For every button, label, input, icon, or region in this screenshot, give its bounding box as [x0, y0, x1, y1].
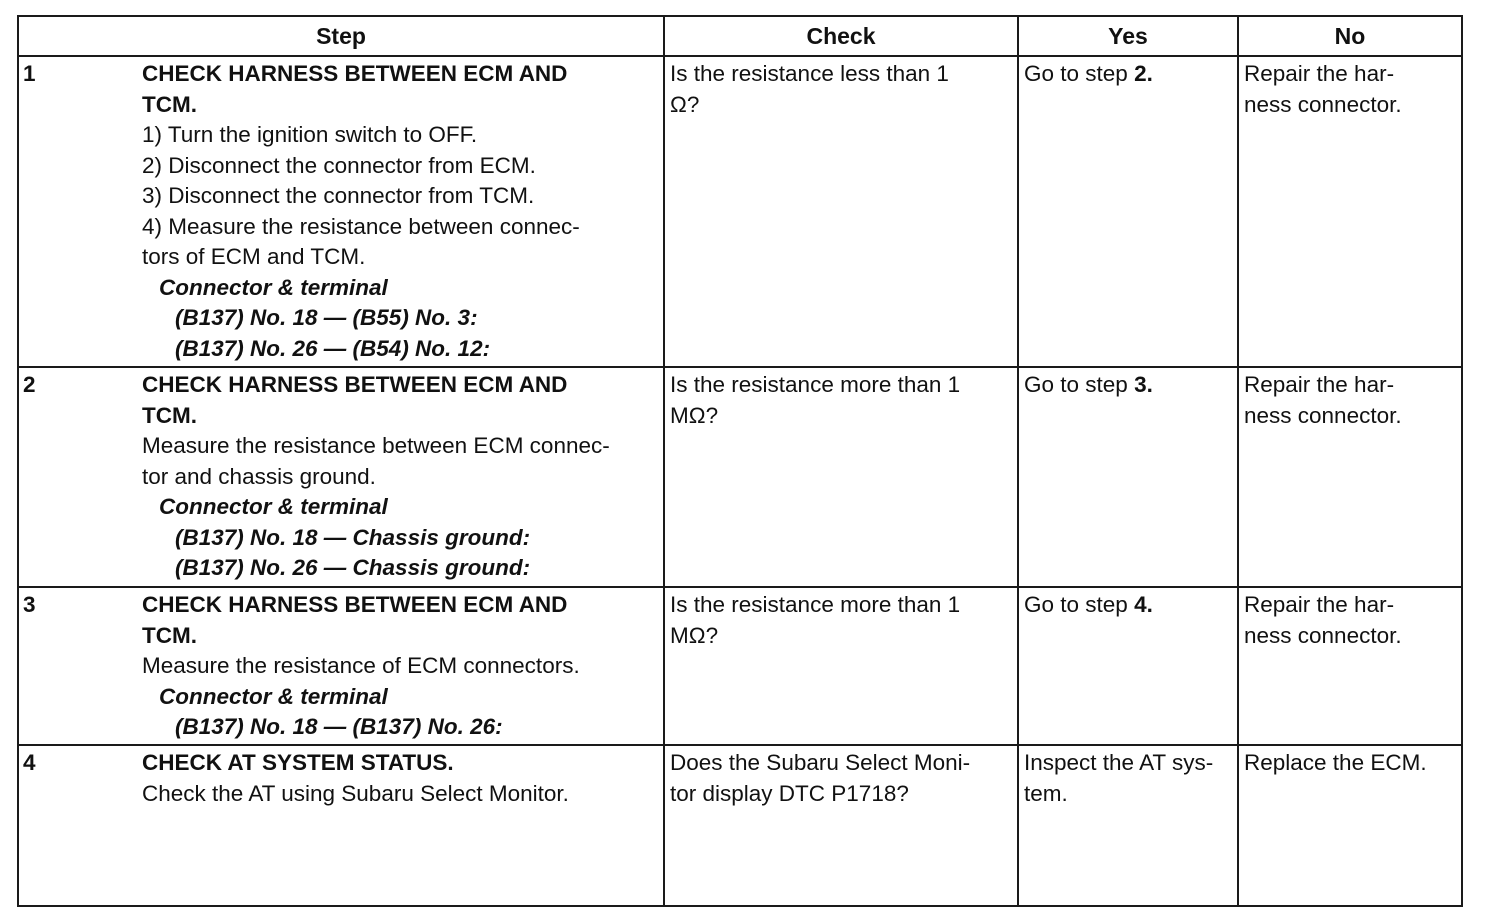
no-text: Replace the ECM.: [1244, 750, 1427, 775]
table-row: [18, 745, 1462, 906]
check-cell: [664, 745, 1018, 906]
connector-label: Connector & terminal: [159, 494, 388, 519]
table-row: [18, 56, 1462, 367]
step-title: CHECK HARNESS BETWEEN ECM AND: [142, 592, 568, 617]
check-text: MΩ?: [670, 402, 719, 428]
connector-terminal: (B137) No. 18 — Chassis ground:: [175, 524, 531, 550]
header-row: [18, 16, 1462, 56]
step-cell: [18, 56, 664, 367]
no-text: Repair the har-: [1244, 372, 1395, 397]
yes-text: Go to step 2.: [1024, 61, 1153, 86]
check-text: Is the resistance less than 1: [670, 61, 949, 86]
step-instruction: tor and chassis ground.: [142, 463, 376, 489]
header-no: No: [1238, 16, 1462, 56]
no-text: ness connector.: [1244, 402, 1402, 428]
no-text: ness connector.: [1244, 91, 1402, 117]
step-instruction: 4) Measure the resistance between connec-: [142, 213, 580, 239]
connector-label: Connector & terminal: [159, 683, 388, 709]
step-cell: [18, 367, 664, 587]
step-title: CHECK HARNESS BETWEEN ECM AND: [142, 61, 568, 86]
step-instruction: tors of ECM and TCM.: [142, 244, 366, 269]
connector-terminal: (B137) No. 18 — (B137) No. 26:: [175, 714, 503, 739]
step-cell: [18, 745, 664, 906]
no-cell: [1238, 587, 1462, 745]
yes-text: Inspect the AT sys-: [1024, 750, 1214, 775]
step-number: 4: [23, 750, 36, 775]
header-check: Check: [664, 16, 1018, 56]
step-title: TCM.: [142, 91, 197, 117]
table-row: [18, 587, 1462, 745]
check-text: Does the Subaru Select Moni-: [670, 750, 971, 775]
no-text: Repair the har-: [1244, 61, 1395, 86]
no-cell: [1238, 367, 1462, 587]
step-title: TCM.: [142, 402, 197, 428]
no-cell: [1238, 745, 1462, 906]
step-instruction: 2) Disconnect the connector from ECM.: [142, 152, 536, 178]
yes-step-ref: 3.: [1134, 372, 1153, 397]
check-text: MΩ?: [670, 622, 719, 648]
step-number: 2: [23, 372, 36, 397]
step-instruction: Check the AT using Subaru Select Monitor.: [142, 780, 569, 806]
no-text: Repair the har-: [1244, 592, 1395, 617]
connector-terminal: (B137) No. 26 — Chassis ground:: [175, 555, 531, 580]
step-title: CHECK AT SYSTEM STATUS.: [142, 750, 454, 775]
step-instruction: 3) Disconnect the connector from TCM.: [142, 183, 535, 208]
no-text: ness connector.: [1244, 622, 1402, 648]
step-title: TCM.: [142, 622, 197, 648]
check-text: Ω?: [670, 91, 700, 117]
check-cell: [664, 367, 1018, 587]
yes-cell: [1018, 56, 1238, 367]
check-cell: [664, 56, 1018, 367]
connector-terminal: (B137) No. 26 — (B54) No. 12:: [175, 335, 491, 361]
diagnostic-procedure-table: [17, 15, 1463, 907]
yes-step-ref: 2.: [1134, 61, 1153, 86]
yes-text: tem.: [1024, 780, 1068, 806]
header-step: Step: [18, 16, 664, 56]
yes-cell: [1018, 367, 1238, 587]
step-title: CHECK HARNESS BETWEEN ECM AND: [142, 372, 568, 397]
step-number: 1: [23, 61, 36, 86]
yes-text: Go to step 3.: [1024, 372, 1153, 397]
step-instruction: Measure the resistance of ECM connectors.: [142, 653, 580, 678]
check-text: Is the resistance more than 1: [670, 592, 961, 617]
connector-label: Connector & terminal: [159, 274, 388, 300]
step-instruction: 1) Turn the ignition switch to OFF.: [142, 122, 478, 147]
step-instruction: Measure the resistance between ECM connec-: [142, 433, 610, 458]
step-cell: [18, 587, 664, 745]
check-text: tor display DTC P1718?: [670, 780, 909, 806]
yes-cell: [1018, 745, 1238, 906]
table-row: [18, 367, 1462, 587]
yes-step-ref: 4.: [1134, 592, 1153, 617]
yes-text: Go to step 4.: [1024, 592, 1153, 617]
no-cell: [1238, 56, 1462, 367]
yes-cell: [1018, 587, 1238, 745]
check-cell: [664, 587, 1018, 745]
header-yes: Yes: [1018, 16, 1238, 56]
connector-terminal: (B137) No. 18 — (B55) No. 3:: [175, 305, 478, 330]
check-text: Is the resistance more than 1: [670, 372, 961, 397]
step-number: 3: [23, 592, 36, 617]
